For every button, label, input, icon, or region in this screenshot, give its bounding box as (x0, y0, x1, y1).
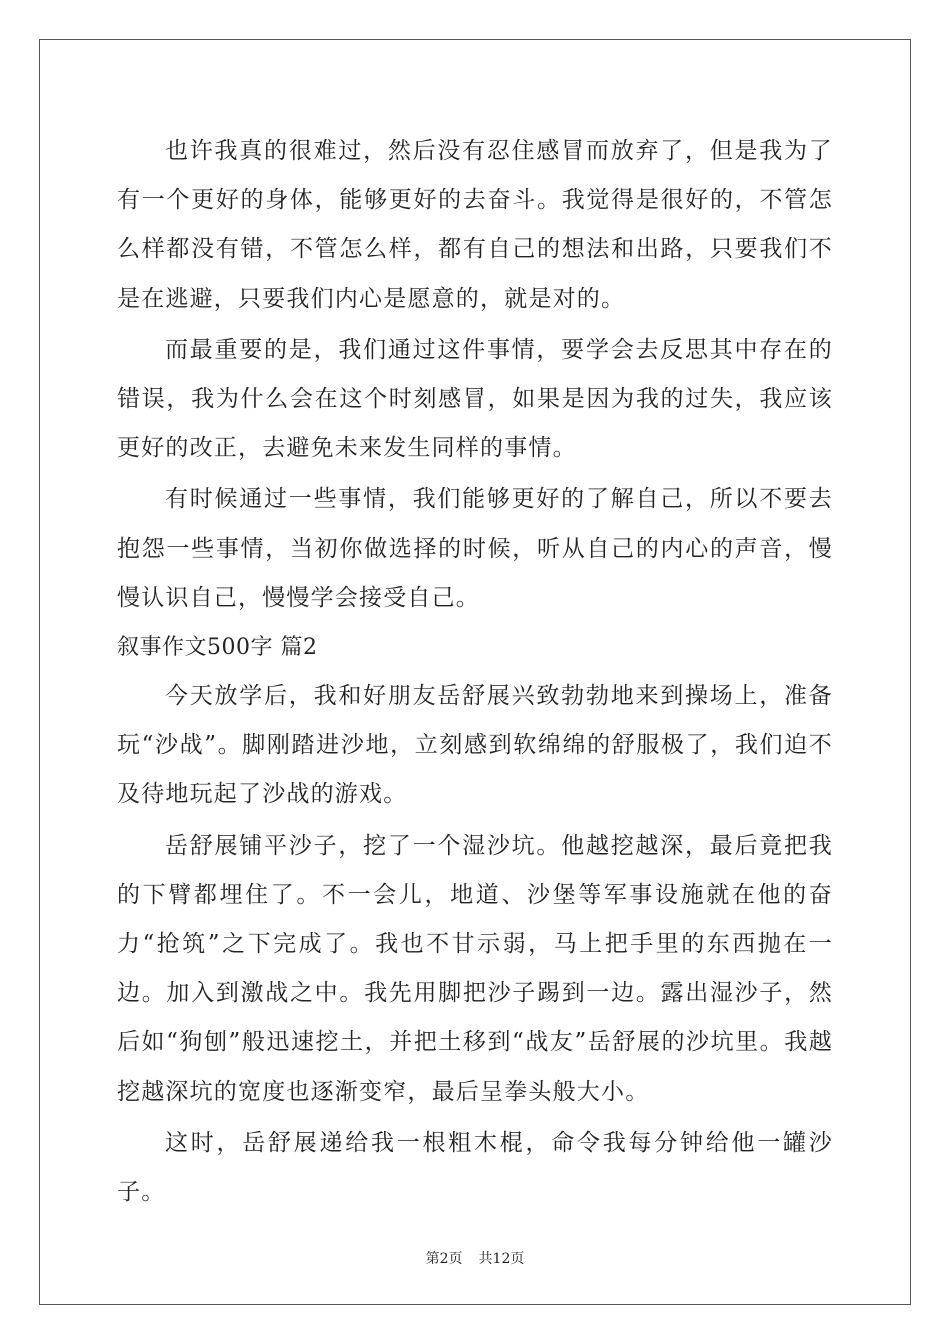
page-footer (0, 1248, 950, 1268)
section-paragraph-2: 岳舒展铺平沙子，挖了一个湿沙坑。他越挖越深，最后竟把我的下臂都埋住了。不一会儿，地道、沙堡等军事设施就在他的奋力“抢筑”之下完成了。我也不甘示弱，马上把手里的东西抛在一边。加入到激战之中。我先用脚把沙子踢到一边。露出湿沙子，然后如“狗刨”般迅速挖土，并把土移到“战友”岳舒展的沙坑里。我越挖越深坑的宽度也逐渐变窄，最后呈拳头般大小。 (117, 832, 833, 1105)
document-body (117, 127, 833, 1217)
paragraph-3: 有时候通过一些事情，我们能够更好的了解自己，所以不要去抱怨一些事情，当初你做选择的时候，听从自己的内心的声音，慢慢认识自己，慢慢学会接受自己。 (117, 486, 833, 611)
section-paragraph-1: 今天放学后，我和好朋友岳舒展兴致勃勃地来到操场上，准备玩“沙战”。脚刚踏进沙地，立刻感到软绵绵的舒服极了，我们迫不及待地玩起了沙战的游戏。 (117, 683, 833, 808)
page-total: 共12页 (478, 1251, 525, 1267)
page-number: 第2页 (425, 1251, 463, 1267)
section-heading: 叙事作文500字 篇2 (117, 635, 318, 661)
paragraph-1: 也许我真的很难过，然后没有忍住感冒而放弃了，但是我为了有一个更好的身体，能够更好的去奋斗。我觉得是很好的，不管怎么样都没有错，不管怎么样，都有自己的想法和出路，只要我们不是在逃避，只要我们内心是愿意的，就是对的。 (117, 138, 833, 312)
section-paragraph-3: 这时，岳舒展递给我一根粗木棍，命令我每分钟给他一罐沙子。 (117, 1129, 833, 1206)
paragraph-2: 而最重要的是，我们通过这件事情，要学会去反思其中存在的错误，我为什么会在这个时刻感冒，如果是因为我的过失，我应该更好的改正，去避免未来发生同样的事情。 (117, 336, 833, 462)
